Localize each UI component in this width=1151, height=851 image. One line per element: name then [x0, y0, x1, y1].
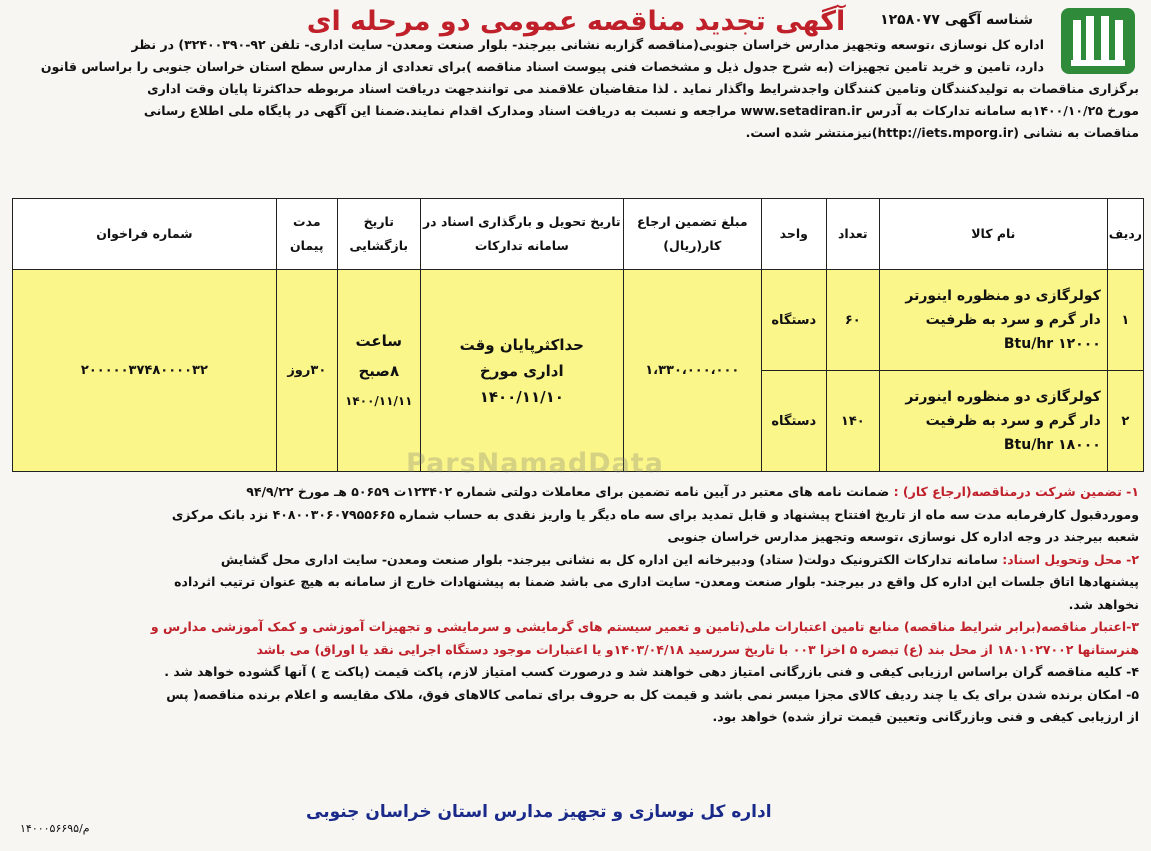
item-unit: دستگاه [761, 270, 826, 371]
items-table [12, 198, 1144, 472]
opening-time: ساعت ۸صبح [355, 331, 403, 380]
ad-id: شناسه آگهی ۱۲۵۸۰۷۷ [880, 12, 1033, 28]
note-2-line: نخواهد شد. [1068, 596, 1139, 612]
intro-line: مورخ ۱۴۰۰/۱۰/۲۵به سامانه تدارکات به آدرس www.setadiran.ir مراجعه و نسبت به دریافت اسناد ومدارک اقدام نمایند.ضمنا این آگهی در پایگاه ملی اطلاع رسانی [143, 103, 1139, 118]
tender-notice [6, 4, 1145, 847]
header-unit: واحد [761, 199, 826, 270]
note-1-title: ۱- تضمین شرکت درمناقصه(ارجاع کار) : [893, 484, 1139, 499]
watermark: ParsNamadData [406, 448, 664, 479]
conditions-section [9, 481, 1139, 729]
note-5-line: ۵- امکان برنده شدن برای یک یا چند ردیف کالای مجزا میسر نمی باشد و قیمت کل به حروف برای تمامی کالاهای فوق، ملاک مقایسه و اعلام برنده مناقصه( پس [166, 686, 1139, 702]
note-3-line: هنرستانها ۱۸۰۱۰۲۷۰۰۲ از محل بند (ع) تبصره ۵ اخزا ۰۰۳ با تاریخ سررسید ۱۴۰۳/۰۴/۱۸و یا اعتبارات موجود دستگاه اجرایی نقد یا اوراق) می باشد [256, 641, 1139, 657]
signature: اداره کل نوسازی و تجهیز مدارس استان خراسان جنوبی [306, 802, 772, 822]
opening-date: ۱۴۰۰/۱۱/۱۱ [345, 393, 413, 408]
note-1-line: وموردقبول کارفرمابه مدت سه ماه از تاریخ افتتاح پیشنهاد و قابل تمدید برای سه ماه دیگر یا واریز نقدی به حساب شماره ۴۰۸۰۰۳۰۶۰۷۹۵۵۶۶۵ نزد بانک مرکزی [171, 506, 1139, 522]
item-name: کولرگازی دو منظوره اینورتر دار گرم و سرد به ظرفیت Btu/hr ۱۸۰۰۰ [879, 371, 1107, 472]
table-row [13, 270, 1144, 371]
note-1-text: ضمانت نامه های معتبر در آیین نامه تضمین برای معاملات دولتی شماره ۱۲۳۴۰۲ت ۵۰۶۵۹ هـ مورخ ۹۴/۹/۲۲ [246, 484, 890, 499]
note-2-line [9, 549, 1139, 572]
table-header-row [13, 199, 1144, 270]
item-name: کولرگازی دو منظوره اینورتر دار گرم و سرد به ظرفیت Btu/hr ۱۲۰۰۰ [879, 270, 1107, 371]
note-4-line: ۴- کلیه مناقصه گران براساس ارزیابی کیفی و فنی بازرگانی امتیاز دهی خواهند شد و درصورت کسب امتیاز لازم، پاکت قیمت (پاکت ج ) آنها گشوده خواهد شد . [164, 664, 1139, 679]
header-opening-date: تاریخ بازگشایی [337, 199, 420, 270]
intro-paragraph [9, 34, 1139, 144]
note-2-line: پیشنهادها اتاق جلسات این اداره کل واقع در بیرجند- بلوار صنعت ومعدن- سایت اداری می باشد ضمنا به پیشنهادات خارج از سامانه به هیچ عنوان ترتیب اثرداده [174, 574, 1139, 589]
intro-line: برگزاری مناقصات به تولیدکنندگان وتامین کنندگان واجدشرایط واگذار نماید . لذا متقاضیان علاقمند می توانندجهت دریافت اسناد مربوطه حداکثرتا پایان وقت اداری [147, 81, 1139, 96]
header-count: تعداد [826, 199, 879, 270]
item-unit: دستگاه [761, 371, 826, 472]
item-count: ۶۰ [826, 270, 879, 371]
note-3-line: ۳-اعتبار مناقصه(برابر شرایط مناقصه) منابع تامین اعتبارات ملی(تامین و تعمیر سیستم های گرمایشی و سرمایشی و تجهیزات آموزشی و کمک آموزشی مدارس و [150, 619, 1139, 634]
intro-line: اداره کل نوسازی ،توسعه وتجهیز مدارس خراسان جنوبی(مناقصه گزاربه نشانی بیرجند- بلوار صنعت ومعدن- سایت اداری- تلفن ۹۲-۳۲۴۰۰۳۹۰) در نظر [131, 37, 1044, 52]
header-call-number: شماره فراخوان [13, 199, 277, 270]
note-1-line: شعبه بیرجند در وجه اداره کل نوسازی ،توسعه وتجهیز مدارس خراسان جنوبی [667, 529, 1139, 544]
notice-title: آگهی تجدید مناقصه عمومی دو مرحله ای [306, 6, 846, 37]
header-item-name: نام کالا [879, 199, 1107, 270]
row-number: ۱ [1107, 270, 1143, 371]
note-5-line: از ارزیابی کیفی و فنی وبازرگانی وتعیین قیمت تراز شده) خواهد بود. [712, 709, 1139, 724]
intro-line: مناقصات به نشانی (http://iets.mporg.ir)نیزمنتشر شده است. [745, 125, 1139, 140]
footer-code: ۱۴۰۰۰۵۶۶۹۵/م [20, 822, 90, 835]
contract-duration: ۳۰روز [276, 270, 337, 472]
note-2-text: سامانه تدارکات الکترونیک دولت( ستاد) ودبیرخانه این اداره کل به نشانی بیرجند- بلوار صنعت ومعدن- سایت اداری محل گشایش [220, 551, 998, 567]
guarantee-amount: ۱،۳۳۰،۰۰۰،۰۰۰ [623, 270, 761, 472]
row-number: ۲ [1107, 371, 1143, 472]
call-number: ۲۰۰۰۰۰۳۷۴۸۰۰۰۰۳۲ [13, 270, 277, 472]
header-delivery-date: تاریخ تحویل و بارگذاری اسناد در سامانه تدارکات [420, 199, 623, 270]
note-1-line [9, 481, 1139, 504]
item-count: ۱۴۰ [826, 371, 879, 472]
note-2-title: ۲- محل وتحویل اسناد: [1002, 551, 1139, 567]
header-row-number: ردیف [1107, 199, 1143, 270]
header-contract-duration: مدت پیمان [276, 199, 337, 270]
delivery-deadline: حداکثرپایان وقت اداری مورخ ۱۴۰۰/۱۱/۱۰ [420, 270, 623, 472]
opening-date-cell [337, 270, 420, 472]
intro-line: دارد، تامین و خرید تامین تجهیزات (به شرح جدول ذیل و مشخصات فنی پیوست اسناد مناقصه )برای تعدادی از مدارس سطح استان خراسان جنوبی را براساس قانون [40, 59, 1044, 74]
header-guarantee: مبلغ تضمین ارجاع کار(ریال) [623, 199, 761, 270]
